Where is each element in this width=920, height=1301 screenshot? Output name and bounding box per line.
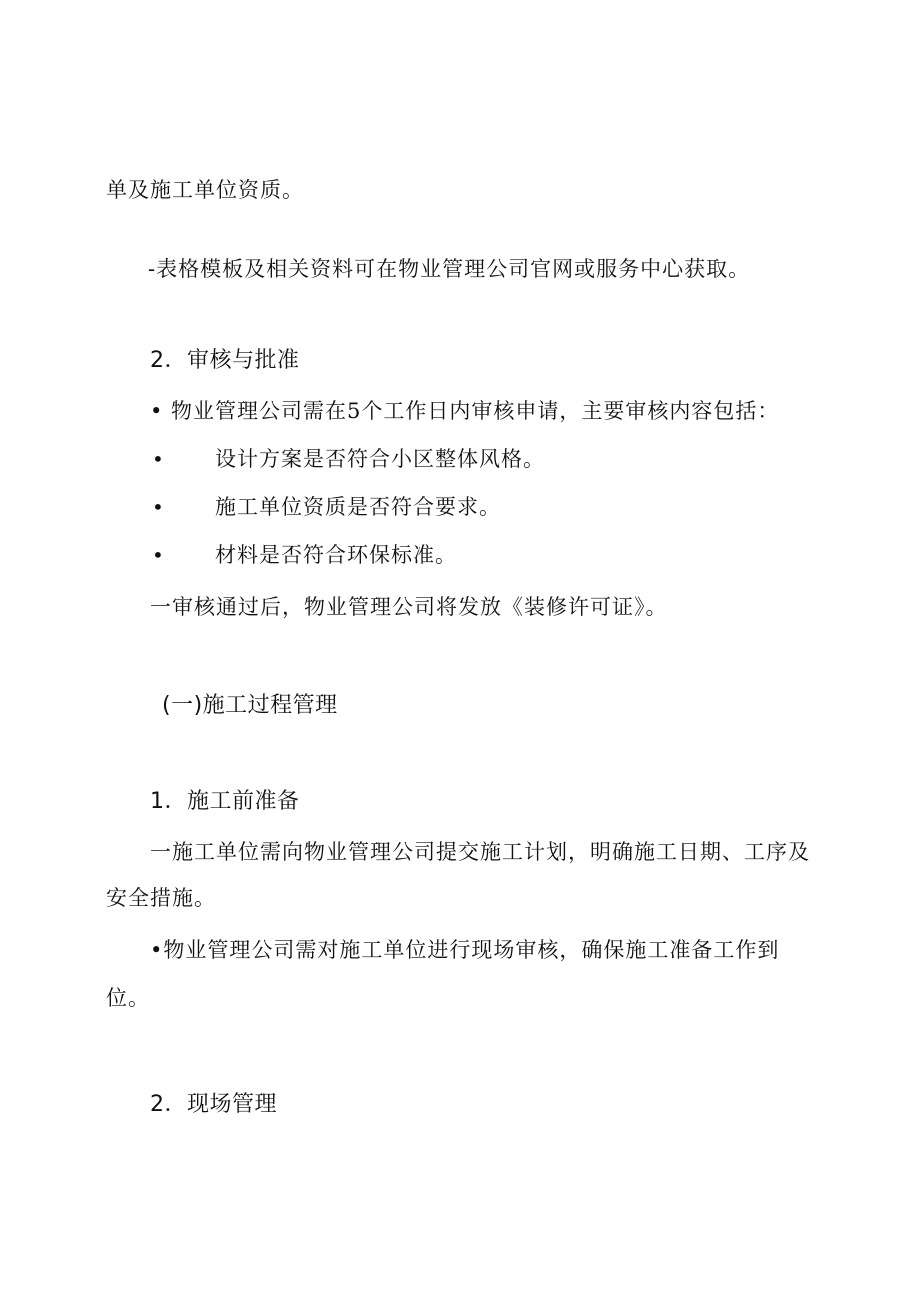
paragraph-construction-plan: 一施工单位需向物业管理公司提交施工计划，明确施工日期、工序及	[150, 840, 810, 864]
bullet-icon: •	[152, 543, 164, 567]
paragraph-templates-info: -表格模板及相关资料可在物业管理公司官网或服务中心获取。	[148, 257, 751, 281]
review-item-design: 设计方案是否符合小区整体风格。	[215, 447, 545, 471]
heading-review-approval: 2．审核与批准	[150, 348, 300, 373]
paragraph-review-result: 一审核通过后，物业管理公司将发放《装修许可证》。	[150, 595, 668, 619]
bullet-icon: •	[152, 495, 164, 519]
review-item-materials: 材料是否符合环保标准。	[215, 543, 457, 567]
paragraph-review-intro: • 物业管理公司需在5个工作日内审核申请，主要审核内容包括：	[150, 399, 780, 423]
heading-construction-process: (一)施工过程管理	[162, 693, 338, 718]
heading-site-management: 2．现场管理	[150, 1092, 277, 1117]
paragraph-continuation: 单及施工单位资质。	[106, 178, 304, 202]
paragraph-construction-plan-cont: 安全措施。	[106, 886, 216, 910]
heading-pre-construction: 1．施工前准备	[150, 789, 300, 814]
paragraph-site-audit: •物业管理公司需对施工单位进行现场审核，确保施工准备工作到	[150, 938, 780, 962]
review-item-qualification: 施工单位资质是否符合要求。	[215, 495, 501, 519]
bullet-icon: •	[152, 447, 164, 471]
paragraph-site-audit-cont: 位。	[106, 986, 150, 1010]
